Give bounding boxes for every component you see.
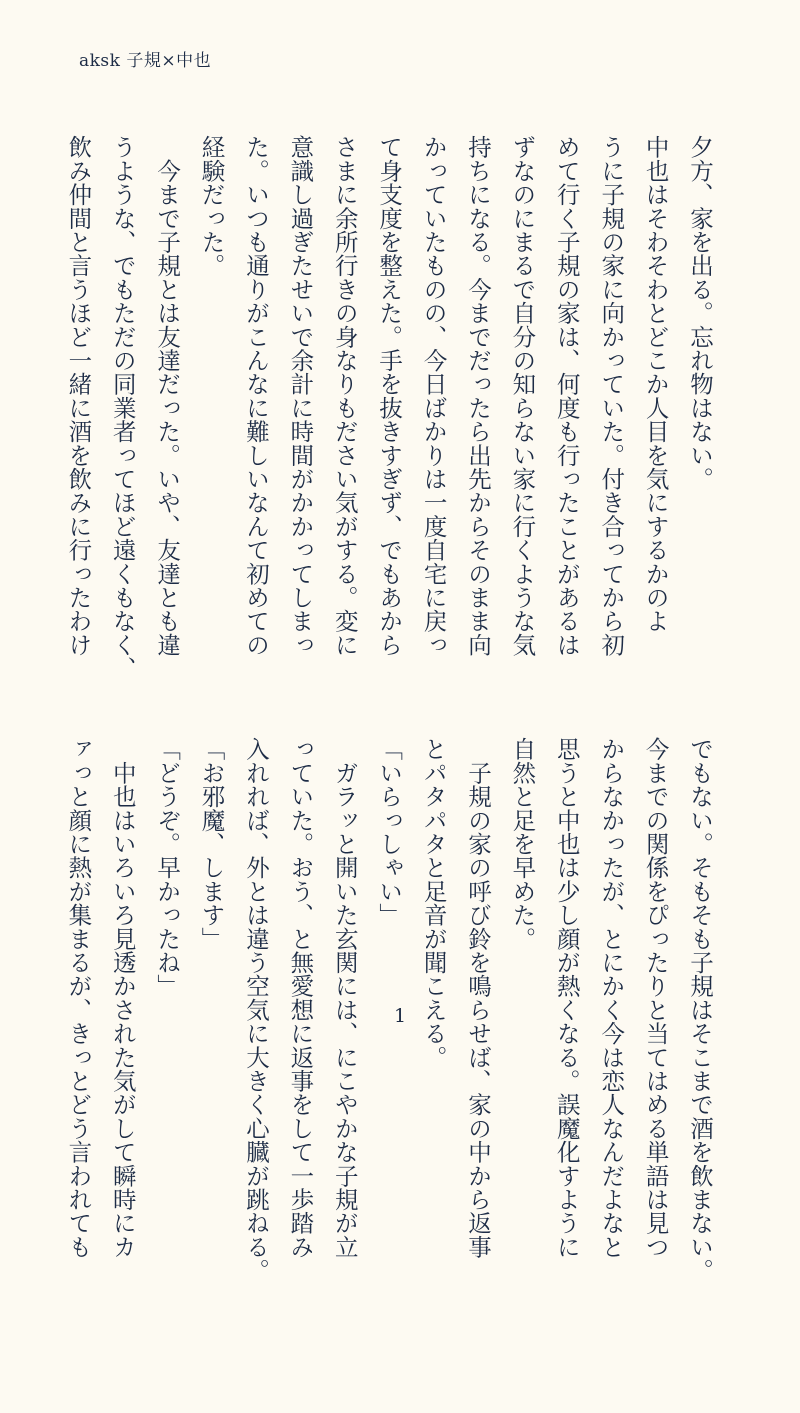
text-line: 思うと中也は少し顔が熱くなる。誤魔化すように <box>552 737 581 1259</box>
text-line: うに子規の家に向かっていた。付き合ってから初 <box>597 135 626 657</box>
page-number: 1 <box>393 1005 407 1027</box>
document-title: aksk 子規×中也 <box>79 51 212 71</box>
text-line: でもない。そもそも子規はそこまで酒を飲まない。 <box>686 737 714 1283</box>
text-line: さまに余所行きの身なりもださい気がする。変に <box>330 135 359 657</box>
text-line: 入れれば、外とは違う空気に大きく心臓が跳ねる。 <box>241 737 270 1283</box>
text-line: からなかったが、とにかく今は恋人なんだよなと <box>597 737 626 1259</box>
text-line: 中也はそわそわとどこか人目を気にするかのよ <box>641 135 670 633</box>
text-line: 経験だった。 <box>197 135 226 278</box>
text-line: めて行く子規の家は、何度も行ったことがあるは <box>552 135 581 657</box>
text-line: 意識し過ぎたせいで余計に時間がかかってしまっ <box>286 135 315 657</box>
text-line: 今までの関係をぴったりと当てはめる単語は見つ <box>641 737 670 1259</box>
text-line: かっていたものの、今日ばかりは一度自宅に戻っ <box>419 135 448 657</box>
text-line: 子規の家の呼び鈴を鳴らせば、家の中から返事 <box>463 737 492 1259</box>
text-line: っていた。おう、と無愛想に返事をして一歩踏み <box>286 737 315 1259</box>
text-block-top <box>64 135 722 681</box>
text-line: ずなのにまるで自分の知らない家に行くような気 <box>508 135 537 657</box>
text-line: 飲み仲間と言うほど一緒に酒を飲みに行ったわけ <box>64 135 93 657</box>
text-line: 夕方、家を出る。忘れ物はない。 <box>686 135 714 491</box>
text-line: た。いつも通りがこんなに難しいなんて初めての <box>241 135 270 657</box>
text-line: 「どうぞ。早かったね」 <box>153 737 182 998</box>
text-line: 「いらっしゃい」 <box>375 737 404 927</box>
text-line: ガラッと開いた玄関には、にこやかな子規が立 <box>330 737 359 1259</box>
text-line: て身支度を整えた。手を抜きすぎず、でもあから <box>375 135 404 657</box>
text-line: 持ちになる。今までだったら出先からそのまま向 <box>463 135 492 657</box>
text-line: 「お邪魔、します」 <box>197 737 226 951</box>
text-line: 今まで子規とは友達だった。いや、友達とも違 <box>153 135 182 657</box>
text-line: とパタパタと足音が聞こえる。 <box>419 737 448 1069</box>
text-line: うような、でもただの同業者ってほど遠くもなく、 <box>108 135 137 681</box>
text-line: ァっと顔に熱が集まるが、きっとどう言われても <box>64 737 93 1259</box>
text-line: 自然と足を早めた。 <box>508 737 537 951</box>
text-line: 中也はいろいろ見透かされた気がして瞬時にカ <box>108 737 137 1259</box>
